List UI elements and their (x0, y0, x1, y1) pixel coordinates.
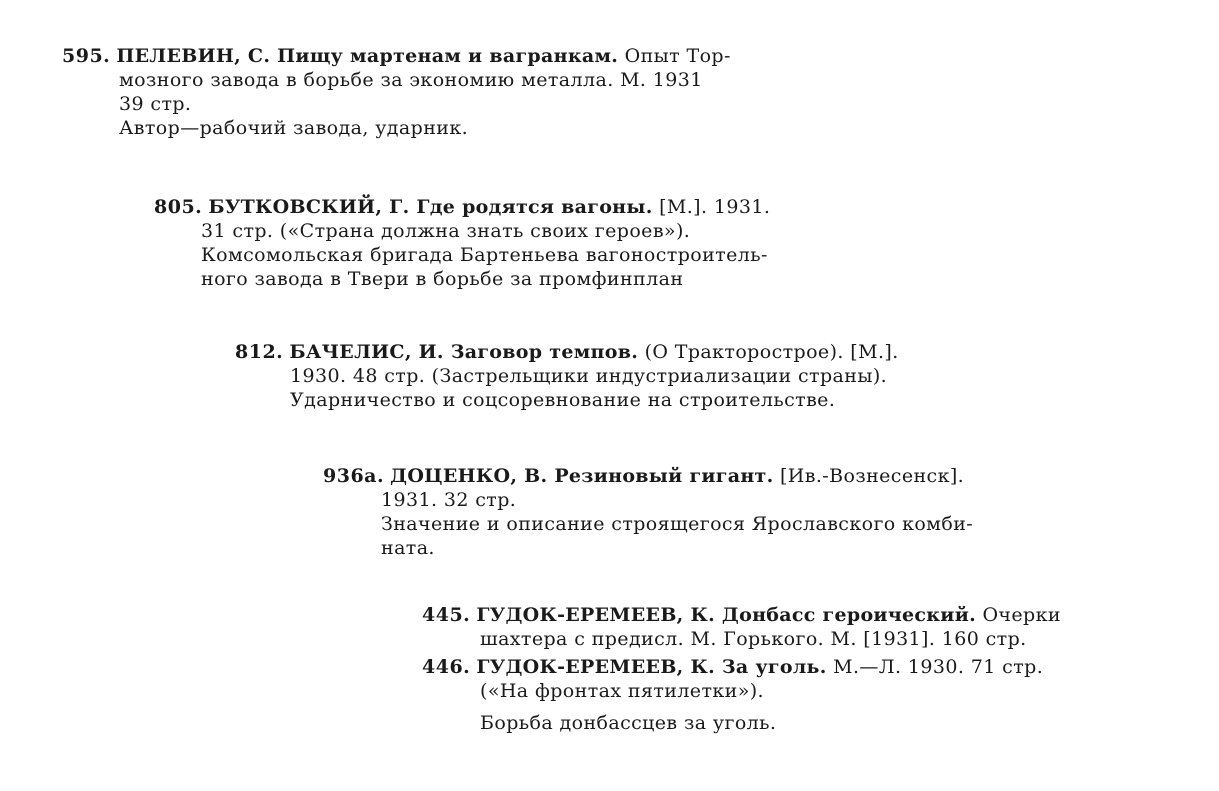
entry-line: 39 стр. (119, 93, 192, 115)
entry-heading: ДОЦЕНКО, В. Резиновый гигант. (390, 465, 774, 487)
entry-heading-rest: Опыт Тор- (618, 45, 731, 67)
entry-annotation: Автор—рабочий завода, ударник. (119, 117, 469, 139)
entry-number: 595. (62, 45, 111, 67)
entry-heading-rest: (О Тракторострое). [М.]. (638, 341, 899, 363)
entry-heading-rest: М.—Л. 1930. 71 стр. (826, 656, 1044, 678)
entry-first-line (235, 340, 899, 364)
entry-heading: БУТКОВСКИЙ, Г. Где родятся вагоны. (208, 196, 653, 218)
entry-line: мозного завода в борьбе за экономию металла. М. 1931 (119, 69, 703, 91)
entry-number: 805. (154, 196, 203, 218)
bibliography-entry-446 (422, 655, 1043, 735)
entry-first-line (62, 44, 731, 68)
bibliography-entry-445 (422, 603, 1061, 651)
entry-number: 446. (422, 656, 471, 678)
entry-first-line (422, 655, 1043, 679)
entry-first-line (422, 603, 1061, 627)
entry-heading: ПЕЛЕВИН, С. Пищу мартенам и вагранкам. (116, 45, 619, 67)
entry-annotation: ната. (381, 537, 435, 559)
bibliography-entry-812 (235, 340, 899, 412)
entry-annotation: ного завода в Твери в борьбе за промфинплан (201, 268, 684, 290)
entry-heading-rest: [Ив.-Вознесенск]. (773, 465, 965, 487)
entry-heading-rest: Очерки (976, 604, 1061, 626)
entry-annotation: Ударничество и соцсоревнование на строительстве. (290, 389, 836, 411)
entry-heading: БАЧЕЛИС, И. Заговор темпов. (289, 341, 639, 363)
entry-annotation: Комсомольская бригада Бартеньева вагоностроитель- (201, 244, 768, 266)
entry-heading: ГУДОК-ЕРЕМЕЕВ, К. За уголь. (476, 656, 827, 678)
entry-number: 936а. (323, 465, 385, 487)
entry-first-line (323, 464, 973, 488)
entry-first-line (154, 195, 770, 219)
entry-annotation: Значение и описание строящегося Ярославского комби- (381, 513, 974, 535)
bibliography-entry-595 (62, 44, 731, 140)
entry-heading-rest: [М.]. 1931. (652, 196, 771, 218)
entry-line: 31 стр. («Страна должна знать своих героев»). (201, 220, 691, 242)
entry-line: 1930. 48 стр. (Застрельщики индустриализации страны). (290, 365, 888, 387)
entry-gap (422, 703, 1043, 711)
entry-line: («На фронтах пятилетки»). (480, 680, 764, 702)
entry-annotation: Борьба донбассцев за уголь. (480, 712, 777, 734)
entry-number: 445. (422, 604, 471, 626)
entry-number: 812. (235, 341, 284, 363)
bibliography-entry-936a (323, 464, 973, 560)
bibliography-entry-805 (154, 195, 770, 291)
entry-heading: ГУДОК-ЕРЕМЕЕВ, К. Донбасс героический. (476, 604, 977, 626)
entry-line: 1931. 32 стр. (381, 489, 517, 511)
entry-line: шахтера с предисл. М. Горького. М. [1931]. 160 стр. (480, 628, 1027, 650)
